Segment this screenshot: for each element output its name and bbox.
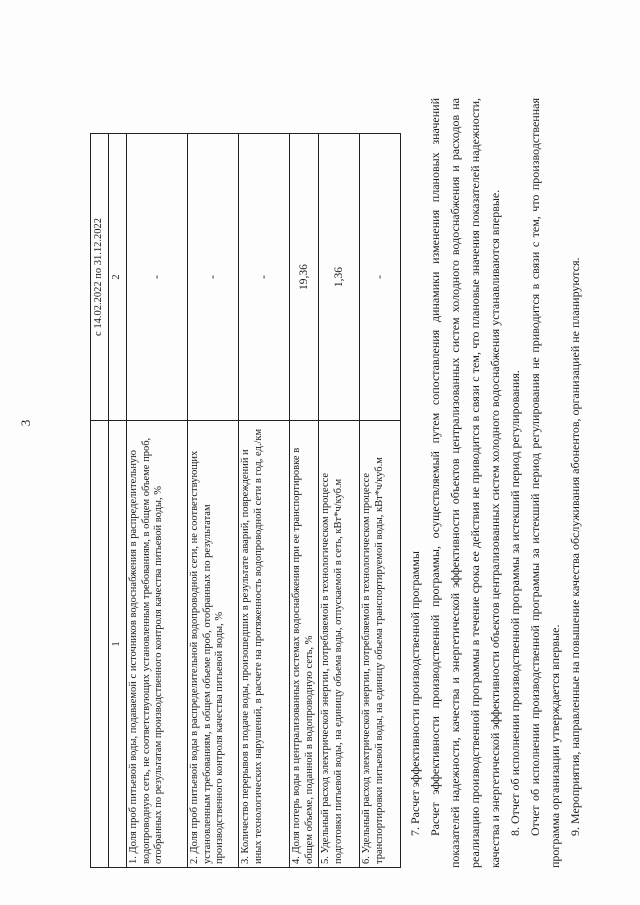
table-numbering-row bbox=[109, 134, 127, 868]
table-row bbox=[360, 134, 401, 868]
section-7-text: Расчет эффективности производственной программы, осуществляемый путем сопоставления динамики изменения плановых значений показателей надежности, качества и энергетической эффективности объектов централизованных систем холодного водоснабжения и расходов на реализацию производственной программы в течение срока ее действия не приводится в связи с тем, что плановые значения показателей надежности, качества и энергетической эффективности объектов централизованных систем холодного водоснабжения устанавливаются впервые. bbox=[428, 98, 502, 868]
table-header-period: с 14.02.2022 по 31.12.2022 bbox=[91, 134, 109, 421]
section-8-text: Отчет об исполнении производственной программы за истекший период регулирования не приводится в связи с тем, что производственная программа организации утверждается впервые. bbox=[528, 98, 562, 868]
indicator-label: 4. Доля потерь воды в централизованных системах водоснабжения при ее транспортировке в общем объеме, поданной в водопроводную сеть, % bbox=[290, 421, 319, 868]
indicator-label: 2. Доля проб питьевой воды в распределительной водопроводной сети, не соответствующих установленным требованиям, в общем объеме проб, отобранных по результатам производственного контроля качества питьевой воды, % bbox=[188, 421, 239, 868]
indicator-value: - bbox=[360, 134, 401, 421]
indicator-label: 6. Удельный расход электрической энергии, потребляемой в технологическом процессе транспортировки питьевой воды, на единицу объема транспортируемой воды, кВт*ч/куб.м bbox=[360, 421, 401, 868]
table-header-empty bbox=[91, 421, 109, 868]
indicator-value: - bbox=[188, 134, 239, 421]
indicator-label: 5. Удельный расход электрической энергии, потребляемой в технологическом процессе подготовки питьевой воды, на единицу объема воды, отпускаемой в сеть, кВт*ч/куб.м bbox=[319, 421, 360, 868]
section-9-text: 9. Мероприятия, направленные на повышение качества обслуживания абонентов, организацией не планируются. bbox=[568, 257, 582, 836]
section-8-title: 8. Отчет об исполнении производственной программы за истекший период регулирования. bbox=[508, 370, 522, 836]
indicator-value: - bbox=[239, 134, 290, 421]
table-row bbox=[127, 134, 188, 868]
table-header-row bbox=[91, 134, 109, 868]
table-row bbox=[319, 134, 360, 868]
body-text bbox=[405, 98, 585, 868]
indicator-label: 3. Количество перерывов в подаче воды, произошедших в результате аварий, повреждений и иных технологических нарушений, в расчете на протяженность водопроводной сети в год, ед./км bbox=[239, 421, 290, 868]
indicator-label: 1. Доля проб питьевой воды, подаваемой с источников водоснабжения в распределительную водопроводную сеть, не соответствующих установленным требованиям, в общем объеме проб, отобранных по результатам производственного контроля качества питьевой воды, % bbox=[127, 421, 188, 868]
indicator-value: 1,36 bbox=[319, 134, 360, 421]
table-row bbox=[290, 134, 319, 868]
table-col-num-1: 1 bbox=[109, 421, 127, 868]
section-7-title: 7. Расчет эффективности производственной программы bbox=[408, 551, 422, 836]
page-number: 3 bbox=[18, 419, 33, 427]
indicator-value: - bbox=[127, 134, 188, 421]
table-row bbox=[239, 134, 290, 868]
indicators-table bbox=[90, 133, 401, 868]
indicator-value: 19,36 bbox=[290, 134, 319, 421]
table-col-num-2: 2 bbox=[109, 134, 127, 421]
rotated-content bbox=[40, 20, 600, 880]
table-row bbox=[188, 134, 239, 868]
